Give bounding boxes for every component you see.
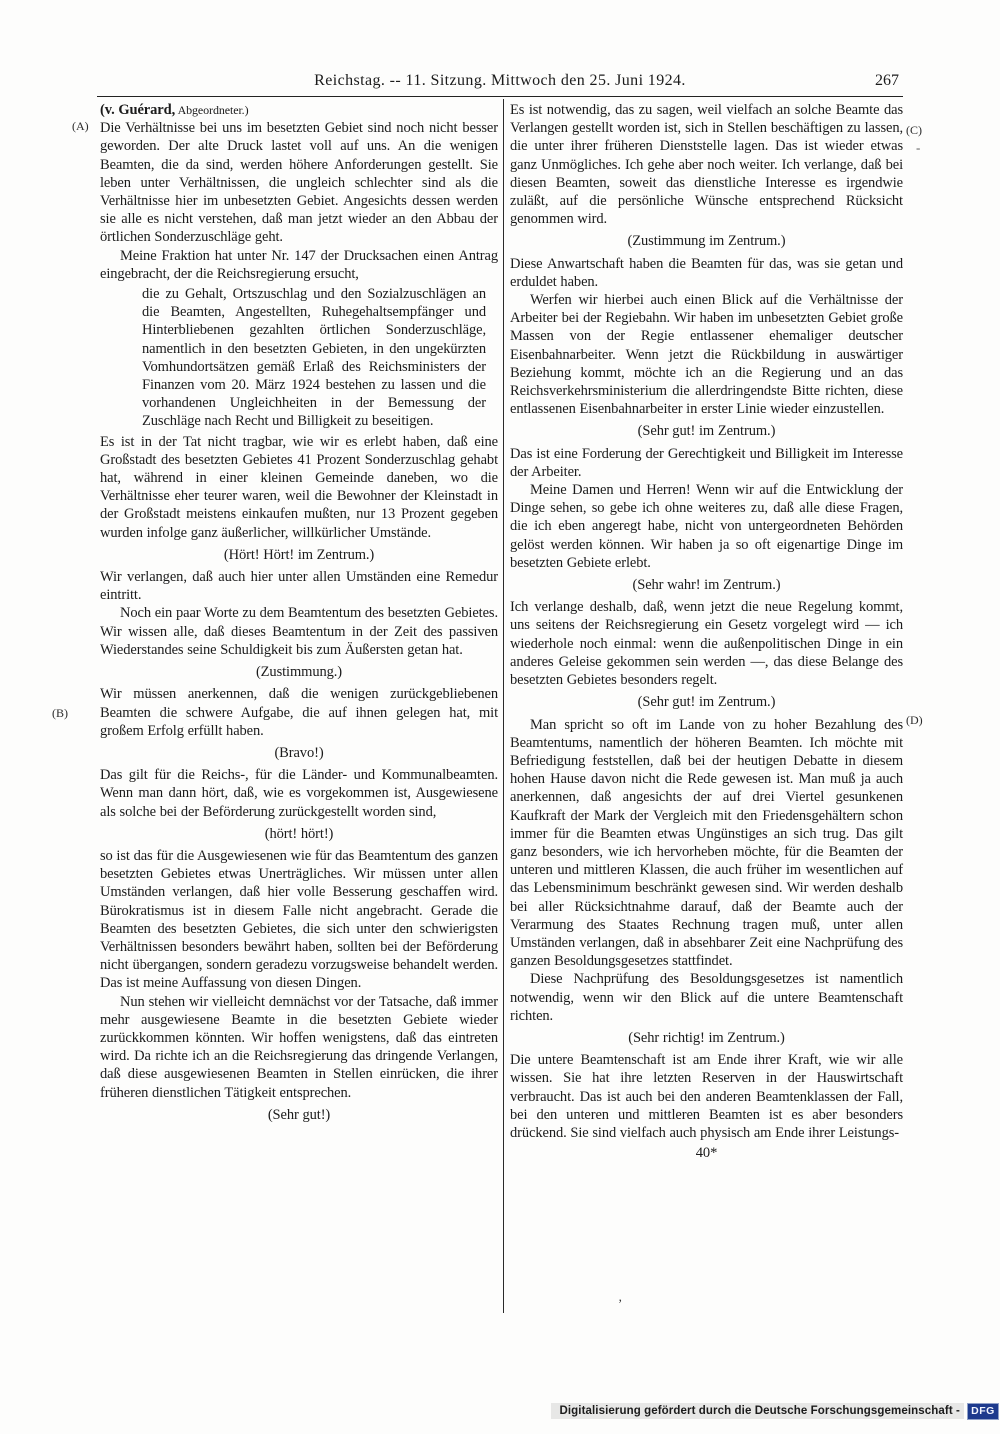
margin-mark-b: (B) [52, 706, 68, 720]
paragraph: Meine Damen und Herren! Wenn wir auf die Entwicklung der Dinge sehen, so gebe ich ohne weiteres zu, daß alle diese Fragen, die ich eben angeregt habe, nicht von untergeordneten Behörden gelöst werden können. Wir haben ja so oft eigenartige Dinge im besetzten Gebiete erlebt. [510, 482, 903, 571]
paragraph: so ist das für die Ausgewiesenen wie für das Beamtentum des ganzen besetzten Gebietes etwas Unerträgliches. Wir müssen unter allen Umständen verlangen, daß hier volle Besserung geschaffen wird. Bürokratismus ist in diesem Falle nicht angebracht. Gerade die Beamten des besetzten Gebietes, die sich unter den schwierigsten Verhältnissen besonders bewährt haben, sollten bei der Beförderung nicht übergangen, sondern geradezu vorzugsweise behandelt werden. Das ist meine Auffassung von diesen Dingen. [100, 847, 498, 992]
text-columns [100, 101, 903, 1166]
digitization-credit-text: Digitalisierung gefördert durch die Deutsche Forschungsgemeinschaft - [551, 1403, 964, 1419]
motion-quote-block: die zu Gehalt, Ortszuschlag und den Sozialzuschlägen an die Beamten, Angestellten, Ruhegehaltsempfänger und Hinterbliebenen gezahlten örtlichen Sonderzuschläge, namentlich in den besetzten Gebieten, in den ungekürzten Vomhundortsätzen gemäß Erlaß des Reichsministers der Finanzen vom 20. März 1924 bestehen zu lassen und die vorhandenen Ungleichheiten in der Bemessung der Zuschläge nach Recht und Billigkeit zu beseitigen. [142, 286, 486, 430]
margin-mark-a: (A) [72, 119, 89, 133]
paragraph: Diese Anwartschaft haben die Beamten für das, was sie getan und erduldet haben. [510, 255, 903, 290]
stage-direction: (Hört! Hört! im Zentrum.) [223, 546, 375, 563]
page-header [97, 72, 903, 97]
stage-direction: (Sehr wahr! im Zentrum.) [632, 577, 781, 594]
paragraph: Man spricht so oft im Lande von zu hoher Bezahlung des Beamtentums, namentlich der höheren Beamten. Ich möchte mit Befriedigung feststellen, daß bei der heutigen Debatte in diesem hohen Hause davon nicht die Rede gewesen ist. Man muß ja auch anerkennen, daß angesichts der auf drei Viertel gesunkenen Kaufkraft der Mark der Vergleich mit den Friedensgehältern schon immer für die Beamten etwas Ungünstiges an sich trug. Das gilt ganz besonders, wie ich hervorheben möchte, für die Beamten der unteren und mittleren Klassen, die auch früher im wesentlichen auf das Lebensminimum beschränkt gewesen sind. Wir werden deshalb bei aller Rücksichtnahme darauf, daß der Beamte auch der Verarmung des Staates Rechnung tragen muß, unter allen Umständen verlangen, daß in absehbarer Zeit eine Nachprüfung des ganzen Besoldungsgesetzes stattfindet. [510, 716, 903, 970]
paragraph: Das gilt für die Reichs-, für die Länder- und Kommunalbeamten. Wenn man dann hört, daß, wie es vorgekommen ist, Ausgewiesene als solche bei der Beförderung zurückgestellt worden sind, [100, 767, 498, 820]
margin-mark-c: (C) [906, 123, 922, 137]
paragraph: Die Verhältnisse bei uns im besetzten Gebiet sind noch nicht besser geworden. Der alte Druck lastet voll auf uns. An die wenigen Beamten, die da sind, werden höhere Anforderungen gestellt. Sie leben unter Verhältnissen, die ungleich schlechter sind als die Verhältnisse hier im unbesetzten Gebiet. Angesichts dessen werden sie alle es nicht verstehen, daß man jetzt wieder an den Abbau der örtlichen Sonderzuschläge geht. [100, 120, 498, 246]
paragraph: Wir müssen anerkennen, daß die wenigen zurückgebliebenen Beamten die schwere Aufgabe, die auf ihnen gelegen hat, mit großem Erfolg erfüllt haben. [100, 686, 498, 739]
paragraph: Ich verlange deshalb, daß, wenn jetzt die neue Regelung kommt, uns seitens der Reichsregierung ein Gesetz vorgelegt wird — ich wiederhole noch einmal: wenn die außenpolitischen Dinge in ein anderes Geleise gekommen sein werden —, das diese Belange des besetzten Gebietes besonders regelt. [510, 599, 903, 689]
stage-direction: (Bravo!) [274, 744, 324, 761]
dfg-logo: DFG [967, 1403, 999, 1420]
scan-speck: ’ [618, 1296, 623, 1311]
paragraph: Diese Nachprüfung des Besoldungsgesetzes ist namentlich notwendig, wenn wir den Blick auf die untere Beamtenschaft richten. [510, 971, 903, 1024]
stage-direction: (Sehr gut! im Zentrum.) [637, 423, 776, 440]
stage-direction: (Sehr gut!) [267, 1106, 331, 1123]
speaker-line [100, 101, 498, 119]
paragraph: Wir verlangen, daß auch hier unter allen Umständen eine Remedur eintritt. [100, 569, 498, 604]
stage-direction: (Zustimmung im Zentrum.) [627, 233, 786, 250]
paragraph: Meine Fraktion hat unter Nr. 147 der Drucksachen einen Antrag eingebracht, der die Reichsregierung ersucht, [100, 247, 498, 282]
column-left [100, 101, 498, 1128]
paragraph: Werfen wir hierbei auch einen Blick auf die Verhältnisse der Arbeiter bei der Regiebahn. Wir haben im unbesetzten Gebiet große Massen von der Regie entlassener ehemaliger deutscher Eisenbahnarbeiter. Wenn jetzt die Rückbildung in auswärtiger Beziehung kommt, möchte ich an die Regierung und an das Reichsverkehrsministerium die allerdringendste Bitte richten, diese entlassenen Eisenbahnarbeiter in erster Linie wieder einzustellen. [510, 292, 903, 418]
signature-mark: 40* [695, 1145, 718, 1162]
session-header-title: Reichstag. -- 11. Sitzung. Mittwoch den 25. Juni 1924. [314, 72, 686, 89]
column-right [510, 101, 903, 1166]
paragraph: Noch ein paar Worte zu dem Beamtentum des besetzten Gebietes. Wir wissen alle, daß dieses Beamtentum in der Zeit des passiven Wiederstandes seine Schuldigkeit bis zum Äußersten getan hat. [100, 605, 498, 658]
scan-speck: - [916, 140, 921, 155]
digitization-footer [551, 1402, 999, 1420]
page-number: 267 [875, 72, 899, 89]
paragraph: Nun stehen wir vielleicht demnächst vor der Tatsache, daß immer mehr ausgewiesene Beamte in die besetzten Gebiete wieder zurückkommen könnten. Wir hoffen wenigstens, daß das eintreten wird. Da richte ich an die Reichsregierung das dringende Verlangen, daß diese ausgewiesenen Beamten in Stellen einrücken, die ihrer früheren dienstlichen Tätigkeit entsprechen. [100, 993, 498, 1101]
stage-direction: (Sehr richtig! im Zentrum.) [628, 1029, 785, 1046]
paragraph: Die untere Beamtenschaft ist am Ende ihrer Kraft, wie wir alle wissen. Sie hat ihre letzten Reserven in der Hauswirtschaft verbraucht. Das ist auch bei den anderen Beamtenklassen der Fall, bei den unteren und mittleren Beamten ist es aber besonders drückend. Sie sind vielfach auch physisch am Ende ihrer Leistungs- [510, 1052, 903, 1141]
stage-direction: (Sehr gut! im Zentrum.) [637, 694, 776, 711]
stage-direction: (hört! hört!) [264, 825, 334, 842]
paragraph: Das ist eine Forderung der Gerechtigkeit und Billigkeit im Interesse der Arbeiter. [510, 445, 903, 480]
speaker-role: Abgeordneter.) [175, 103, 249, 117]
stage-direction: (Zustimmung.) [255, 664, 343, 681]
paragraph: Es ist notwendig, das zu sagen, weil vielfach an solche Beamte das Verlangen gestellt worden ist, sich in Stellen beschäftigen zu lassen, die unter ihrer früheren Dienststelle lagen. Das ist wieder etwas ganz Unmögliches. Ich gehe aber noch weiter. Ich verlange, daß bei diesen Beamten, soweit das dienstliche Interesse es irgendwie zuläßt, auf die persönliche Wünsche entsprechend Rücksicht genommen wird. [510, 102, 903, 228]
speaker-name: (v. Guérard, [100, 102, 176, 118]
paragraph: Es ist in der Tat nicht tragbar, wie wir es erlebt haben, daß eine Großstadt des besetzten Gebietes 41 Prozent Sonderzuschlag gehabt hat, während in einer kleinen Gemeinde daneben, wo die Verhältnisse eher teurer waren, weil die Bewohner der Kleinstadt in der Großstadt meistens einkaufen mußten, nur 13 Prozent gegeben wurden infolge ganz äußerlicher, willkürlicher Umstände. [100, 433, 498, 541]
margin-mark-d: (D) [906, 713, 923, 727]
